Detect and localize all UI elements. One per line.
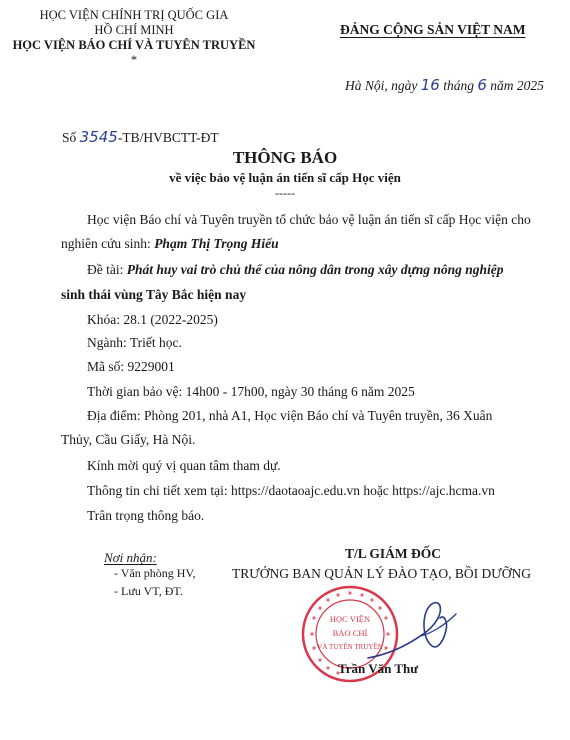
major: Ngành: Triết học.	[87, 335, 182, 350]
org-line-3: HỌC VIỆN BÁO CHÍ VÀ TUYÊN TRUYỀN	[12, 38, 256, 52]
defense-time: Thời gian bảo vệ: 14h00 - 17h00, ngày 30 tháng 6 năm 2025	[87, 384, 415, 399]
location-line-2: Thủy, Cầu Giấy, Hà Nội.	[61, 432, 196, 447]
signature-unit: TRƯỞNG BAN QUẢN LÝ ĐÀO TẠO, BỒI DƯỠNG	[232, 566, 531, 581]
seal-text-1: HỌC VIỆN	[329, 614, 371, 624]
student-name: Phạm Thị Trọng Hiếu	[154, 236, 279, 251]
topic-label: Đề tài:	[87, 262, 124, 277]
org-line-2: HỒ CHÍ MINH	[94, 23, 174, 37]
date-year-label: năm 2025	[490, 78, 544, 93]
document-subtitle: về việc bảo vệ luận án tiến sĩ cấp Học viện	[169, 170, 401, 185]
title-separator: -----	[275, 186, 295, 200]
signature-role: T/L GIÁM ĐỐC	[345, 546, 442, 561]
seal-text-2: BÁO CHÍ	[332, 628, 368, 638]
intro-line-1: Học viện Báo chí và Tuyên truyền tổ chức bảo vệ luận án tiến sĩ cấp Học viện cho	[87, 212, 531, 227]
topic-line-1	[87, 262, 504, 278]
topic-line-2: sinh thái vùng Tây Bắc hiện nay	[61, 287, 247, 302]
location-line-1: Địa điểm: Phòng 201, nhà A1, Học viện Báo chí và Tuyên truyền, 36 Xuân	[87, 408, 493, 423]
student-label: nghiên cứu sinh:	[61, 236, 151, 251]
doc-number-prefix: Số	[62, 130, 77, 145]
course: Khóa: 28.1 (2022-2025)	[87, 312, 218, 327]
document-number	[62, 128, 219, 146]
date-month-label: tháng	[443, 78, 474, 93]
party-heading: ĐẢNG CỘNG SẢN VIỆT NAM	[340, 22, 526, 37]
issuing-organization	[0, 8, 268, 68]
date-day: 16	[420, 76, 440, 94]
doc-number-suffix: -TB/HVBCTT-ĐT	[117, 130, 219, 145]
document-title: THÔNG BÁO	[232, 148, 338, 167]
seal-text-3: VÀ TUYÊN TRUYỀN	[317, 643, 383, 651]
star-mark: *	[130, 53, 138, 67]
doc-number-value: 3545	[79, 128, 118, 146]
date-prefix: Hà Nội, ngày	[345, 78, 418, 93]
recipient-item: - Văn phòng HV,	[114, 566, 196, 580]
code: Mã số: 9229001	[87, 359, 175, 374]
intro-line-2	[61, 236, 279, 252]
recipients-title: Nơi nhận:	[104, 550, 157, 565]
recipient-item: - Lưu VT, ĐT.	[114, 584, 183, 598]
issue-date	[345, 76, 544, 94]
invitation: Kính mời quý vị quan tâm tham dự.	[87, 458, 281, 473]
handwritten-signature	[360, 596, 480, 668]
org-line-1: HỌC VIỆN CHÍNH TRỊ QUỐC GIA	[39, 8, 229, 22]
topic-title-1: Phát huy vai trò chủ thể của nông dân trong xây dựng nông nghiệp	[126, 262, 504, 277]
date-month: 6	[477, 76, 487, 94]
closing: Trân trọng thông báo.	[87, 508, 205, 523]
info-links: Thông tin chi tiết xem tại: https://daotaoajc.edu.vn hoặc https://ajc.hcma.vn	[87, 483, 495, 498]
signer-name: Trần Văn Thư	[338, 661, 419, 676]
